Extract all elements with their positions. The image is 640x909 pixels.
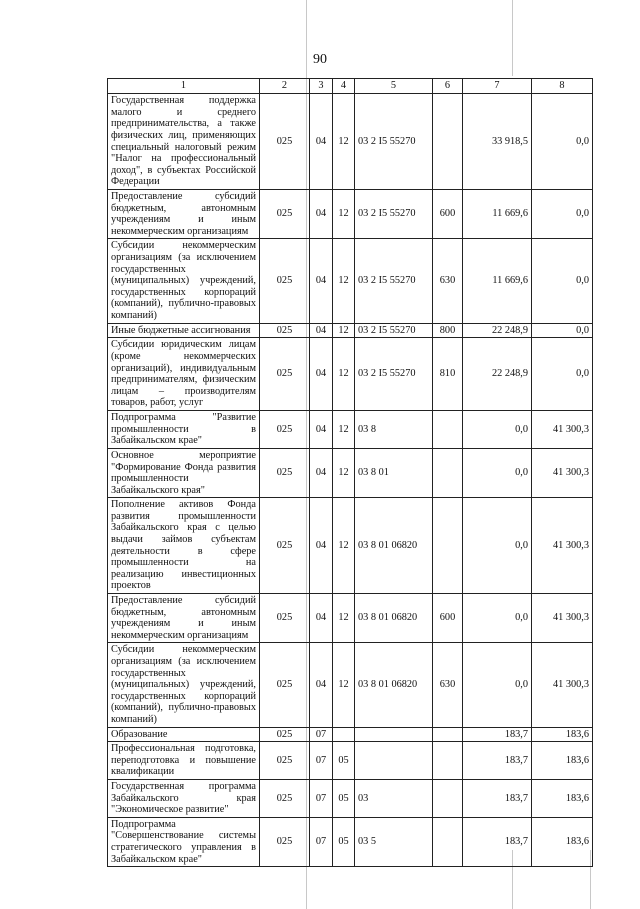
row-subsection: 12 (333, 190, 355, 239)
row-item-code: 03 8 01 06820 (355, 643, 433, 727)
row-ministry-code: 025 (260, 594, 310, 643)
row-item-code: 03 2 I5 55270 (355, 239, 433, 323)
row-section: 04 (310, 594, 333, 643)
row-item-code: 03 2 I5 55270 (355, 190, 433, 239)
row-ministry-code: 025 (260, 779, 310, 817)
row-subsection: 12 (333, 323, 355, 338)
row-expense-type (433, 779, 463, 817)
row-item-code: 03 8 01 06820 (355, 594, 433, 643)
row-amount-year1: 183,7 (463, 817, 532, 866)
row-name: Образование (108, 727, 260, 742)
column-header: 5 (355, 79, 433, 94)
row-ministry-code: 025 (260, 239, 310, 323)
row-name: Государственная поддержка малого и среднего предпринимательства, а также физических лиц, применяющих специальный налоговый режим "Налог на профессиональный доход", в субъектах Российской Федерации (108, 94, 260, 190)
row-amount-year1: 0,0 (463, 448, 532, 497)
row-subsection: 12 (333, 94, 355, 190)
table-row (108, 338, 593, 411)
column-header: 4 (333, 79, 355, 94)
row-expense-type: 630 (433, 643, 463, 727)
row-amount-year1: 183,7 (463, 779, 532, 817)
row-section: 04 (310, 643, 333, 727)
row-name: Иные бюджетные ассигнования (108, 323, 260, 338)
row-name: Государственная программа Забайкальского края "Экономическое развитие" (108, 779, 260, 817)
row-expense-type (433, 727, 463, 742)
table-row (108, 411, 593, 449)
row-item-code: 03 5 (355, 817, 433, 866)
row-amount-year1: 0,0 (463, 411, 532, 449)
row-ministry-code: 025 (260, 643, 310, 727)
row-amount-year2: 183,6 (532, 727, 593, 742)
page-number: 90 (313, 52, 327, 67)
row-amount-year1: 33 918,5 (463, 94, 532, 190)
row-amount-year2: 41 300,3 (532, 411, 593, 449)
row-item-code: 03 8 (355, 411, 433, 449)
row-subsection: 12 (333, 448, 355, 497)
table-row (108, 643, 593, 727)
row-name: Основное мероприятие "Формирование Фонда развития промышленности Забайкальского края" (108, 448, 260, 497)
row-amount-year2: 183,6 (532, 779, 593, 817)
row-item-code: 03 2 I5 55270 (355, 94, 433, 190)
row-section: 04 (310, 448, 333, 497)
row-name: Предоставление субсидий бюджетным, автономным учреждениям и иным некоммерческим организациям (108, 594, 260, 643)
row-subsection: 12 (333, 239, 355, 323)
row-expense-type (433, 498, 463, 594)
row-amount-year2: 0,0 (532, 323, 593, 338)
row-amount-year2: 0,0 (532, 190, 593, 239)
table-row (108, 448, 593, 497)
row-amount-year2: 0,0 (532, 94, 593, 190)
row-item-code: 03 (355, 779, 433, 817)
row-subsection: 05 (333, 742, 355, 780)
row-section: 07 (310, 742, 333, 780)
row-item-code: 03 2 I5 55270 (355, 323, 433, 338)
row-item-code: 03 8 01 06820 (355, 498, 433, 594)
row-amount-year2: 41 300,3 (532, 643, 593, 727)
budget-table (107, 78, 593, 867)
row-subsection: 12 (333, 594, 355, 643)
column-header: 6 (433, 79, 463, 94)
row-amount-year1: 11 669,6 (463, 239, 532, 323)
row-amount-year1: 11 669,6 (463, 190, 532, 239)
row-amount-year2: 41 300,3 (532, 448, 593, 497)
row-ministry-code: 025 (260, 817, 310, 866)
scan-artifact-line (512, 0, 513, 76)
table-row (108, 779, 593, 817)
row-section: 04 (310, 498, 333, 594)
row-amount-year1: 22 248,9 (463, 323, 532, 338)
row-amount-year1: 0,0 (463, 594, 532, 643)
row-section: 04 (310, 94, 333, 190)
column-header: 2 (260, 79, 310, 94)
row-expense-type: 810 (433, 338, 463, 411)
row-amount-year1: 0,0 (463, 498, 532, 594)
row-expense-type (433, 742, 463, 780)
row-amount-year2: 183,6 (532, 742, 593, 780)
row-section: 07 (310, 817, 333, 866)
row-subsection: 12 (333, 498, 355, 594)
table-row (108, 727, 593, 742)
row-ministry-code: 025 (260, 190, 310, 239)
row-amount-year1: 183,7 (463, 742, 532, 780)
row-expense-type: 800 (433, 323, 463, 338)
row-subsection: 12 (333, 643, 355, 727)
row-amount-year1: 22 248,9 (463, 338, 532, 411)
row-ministry-code: 025 (260, 727, 310, 742)
row-amount-year1: 183,7 (463, 727, 532, 742)
row-ministry-code: 025 (260, 498, 310, 594)
row-amount-year1: 0,0 (463, 643, 532, 727)
row-expense-type (433, 411, 463, 449)
row-section: 07 (310, 779, 333, 817)
table-row (108, 323, 593, 338)
row-item-code (355, 727, 433, 742)
row-subsection (333, 727, 355, 742)
row-ministry-code: 025 (260, 411, 310, 449)
row-section: 07 (310, 727, 333, 742)
column-header: 1 (108, 79, 260, 94)
table-row (108, 94, 593, 190)
row-name: Субсидии некоммерческим организациям (за исключением государственных (муниципальных) учреждений, государственных корпораций (компаний), публично-правовых компаний) (108, 239, 260, 323)
row-section: 04 (310, 338, 333, 411)
column-header: 7 (463, 79, 532, 94)
row-name: Субсидии некоммерческим организациям (за исключением государственных (муниципальных) учреждений, государственных корпораций (компаний), публично-правовых компаний) (108, 643, 260, 727)
table-row (108, 817, 593, 866)
column-header: 8 (532, 79, 593, 94)
row-item-code: 03 2 I5 55270 (355, 338, 433, 411)
row-name: Субсидии юридическим лицам (кроме некоммерческих организаций), индивидуальным предпринимателям, физическим лицам – производителям товаров, работ, услуг (108, 338, 260, 411)
table-row (108, 239, 593, 323)
table-header-row (108, 79, 593, 94)
row-item-code (355, 742, 433, 780)
row-subsection: 12 (333, 338, 355, 411)
row-section: 04 (310, 239, 333, 323)
row-ministry-code: 025 (260, 742, 310, 780)
row-expense-type (433, 817, 463, 866)
table-row (108, 498, 593, 594)
row-expense-type: 600 (433, 190, 463, 239)
row-ministry-code: 025 (260, 323, 310, 338)
table-row (108, 190, 593, 239)
row-subsection: 05 (333, 779, 355, 817)
row-section: 04 (310, 190, 333, 239)
row-amount-year2: 0,0 (532, 338, 593, 411)
row-amount-year2: 0,0 (532, 239, 593, 323)
row-expense-type: 600 (433, 594, 463, 643)
column-header: 3 (310, 79, 333, 94)
table-row (108, 742, 593, 780)
row-ministry-code: 025 (260, 338, 310, 411)
row-name: Подпрограмма "Развитие промышленности в Забайкальском крае" (108, 411, 260, 449)
row-expense-type (433, 94, 463, 190)
row-amount-year2: 41 300,3 (532, 498, 593, 594)
row-name: Предоставление субсидий бюджетным, автономным учреждениям и иным некоммерческим организациям (108, 190, 260, 239)
table-row (108, 594, 593, 643)
row-amount-year2: 183,6 (532, 817, 593, 866)
row-name: Подпрограмма "Совершенствование системы стратегического управления в Забайкальском крае" (108, 817, 260, 866)
row-subsection: 12 (333, 411, 355, 449)
row-subsection: 05 (333, 817, 355, 866)
row-amount-year2: 41 300,3 (532, 594, 593, 643)
row-name: Пополнение активов Фонда развития промышленности Забайкальского края с целью выдачи займов субъектам деятельности в сфере промышленности на реализацию инвестиционных проектов (108, 498, 260, 594)
row-expense-type: 630 (433, 239, 463, 323)
row-expense-type (433, 448, 463, 497)
row-item-code: 03 8 01 (355, 448, 433, 497)
row-section: 04 (310, 323, 333, 338)
row-ministry-code: 025 (260, 448, 310, 497)
row-section: 04 (310, 411, 333, 449)
row-name: Профессиональная подготовка, переподготовка и повышение квалификации (108, 742, 260, 780)
row-ministry-code: 025 (260, 94, 310, 190)
